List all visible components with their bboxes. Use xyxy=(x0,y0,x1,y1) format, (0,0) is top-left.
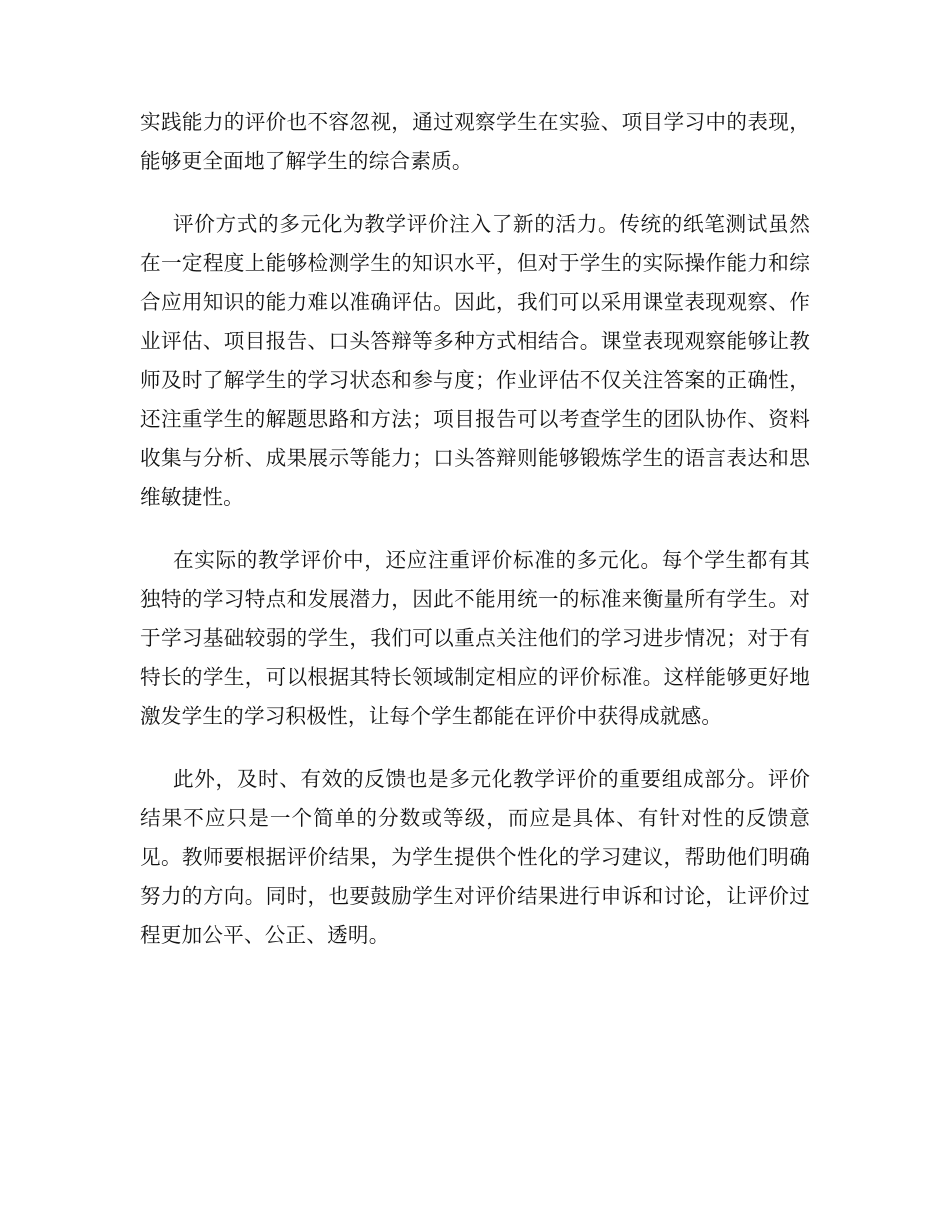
paragraph-feedback: 此外，及时、有效的反馈也是多元化教学评价的重要组成部分。评价结果不应只是一个简单的分数或等级，而应是具体、有针对性的反馈意见。教师要根据评价结果，为学生提供个性化的学习建议，帮助他们明确努力的方向。同时，也要鼓励学生对评价结果进行申诉和讨论，让评价过程更加公平、公正、透明。 xyxy=(140,767,810,947)
document-body xyxy=(140,103,810,979)
paragraph-continuation: 实践能力的评价也不容忽视，通过观察学生在实验、项目学习中的表现，能够更全面地了解学生的综合素质。 xyxy=(140,110,810,173)
paragraph-evaluation-methods: 评价方式的多元化为教学评价注入了新的活力。传统的纸笔测试虽然在一定程度上能够检测学生的知识水平，但对于学生的实际操作能力和综合应用知识的能力难以准确评估。因此，我们可以采用课堂表现观察、作业评估、项目报告、口头答辩等多种方式相结合。课堂表现观察能够让教师及时了解学生的学习状态和参与度；作业评估不仅关注答案的正确性，还注重学生的解题思路和方法；项目报告可以考查学生的团队协作、资料收集与分析、成果展示等能力；口头答辩则能够锻炼学生的语言表达和思维敏捷性。 xyxy=(140,212,810,509)
paragraph-evaluation-standards: 在实际的教学评价中，还应注重评价标准的多元化。每个学生都有其独特的学习特点和发展潜力，因此不能用统一的标准来衡量所有学生。对于学习基础较弱的学生，我们可以重点关注他们的学习进步情况；对于有特长的学生，可以根据其特长领域制定相应的评价标准。这样能够更好地激发学生的学习积极性，让每个学生都能在评价中获得成就感。 xyxy=(140,548,810,728)
